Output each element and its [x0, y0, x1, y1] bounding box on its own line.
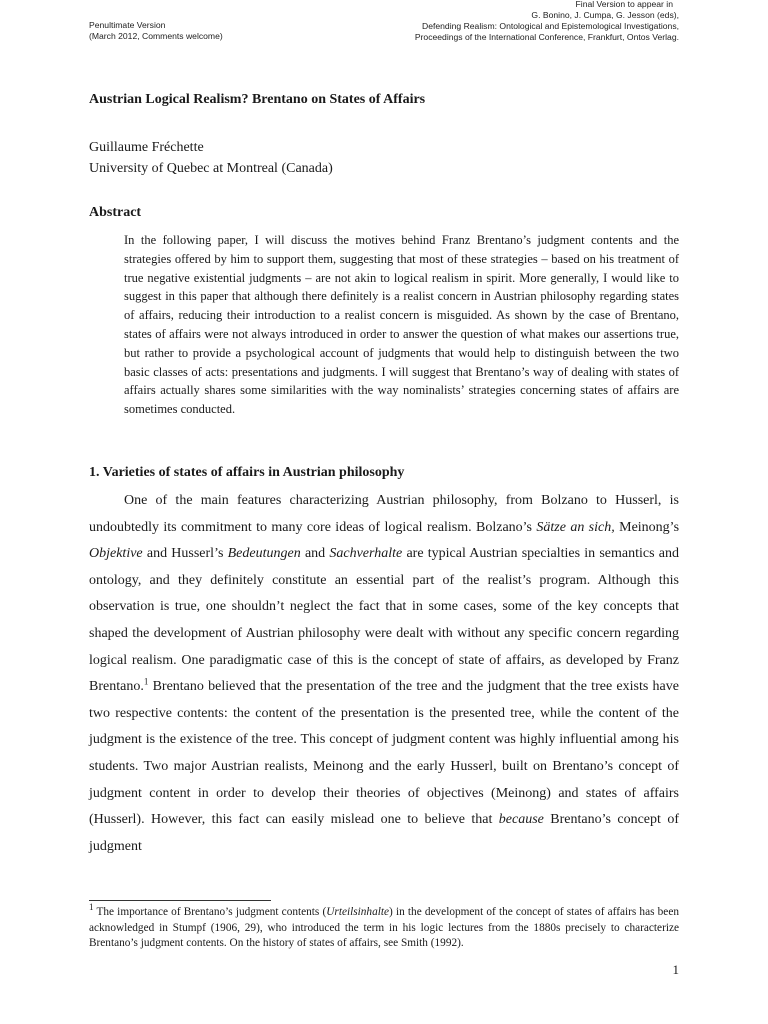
author-name: Guillaume Fréchette — [89, 140, 204, 155]
running-header-right — [415, 0, 679, 43]
header-version: Penultimate Version — [89, 20, 166, 30]
section-heading: 1. Varieties of states of affairs in Austrian philosophy — [89, 465, 405, 480]
term-objektive: Objektive — [89, 546, 143, 562]
abstract-heading: Abstract — [89, 205, 142, 220]
author-block — [89, 137, 333, 179]
author-affiliation: University of Quebec at Montreal (Canada) — [89, 161, 333, 176]
footnote: $^1$ The importance of Brentano’s judgment contents (Urteilsinhalte) in the development of the concept of states of affairs has been acknowledged in Stumpf (1906, 29), who introduced the term in his logic lectures from the 1880s precisely to characterize Brentano’s judgment contents. On the history of states of affairs, see Smith (1992). — [89, 902, 679, 949]
header-publisher: Proceedings of the International Conference, Frankfurt, Ontos Verlag. — [414, 32, 679, 42]
footnote-divider — [89, 900, 271, 901]
header-date: (March 2012, Comments welcome) — [89, 31, 223, 41]
term-urteilsinhalte: Urteilsinhalte — [326, 906, 390, 918]
emphasis-because: because — [498, 812, 544, 828]
body-text — [89, 488, 679, 860]
term-sachverhalte: Sachverhalte — [329, 546, 403, 562]
header-book-title: Defending Realism: Ontological and Epistemological Investigations, — [422, 21, 679, 31]
footnote-number: 1 — [89, 902, 94, 913]
page-number: 1 — [672, 962, 679, 977]
running-header-left — [89, 20, 223, 42]
paper-title: Austrian Logical Realism? Brentano on States of Affairs — [89, 92, 426, 107]
header-editors: G. Bonino, J. Cumpa, G. Jesson (eds), — [531, 10, 679, 20]
term-saetze: Sätze an sich, — [536, 519, 615, 535]
abstract-text: In the following paper, I will discuss the motives behind Franz Brentano’s judgment contents and the strategies offered by him to support them, suggesting that most of these strategies – based on his treatment of true negative existential judgments – are not akin to logical realism in spirit. More generally, I would like to suggest in this paper that although there definitely is a realist concern in Austrian philosophy regarding states of affairs, reducing their introduction to a realist concern is misguided. As shown by the case of Brentano, states of affairs were not always introduced in order to answer the question of what makes our assertions true, but rather to provide a psychological account of judgments that would help to distinguish between the two basic classes of acts: presentations and judgments. I will suggest that Brentano’s way of dealing with states of affairs actually shares some similarities with the way nominalists’ strategies concerning states of affairs are sometimes conducted. — [124, 233, 679, 417]
header-final-version: Final Version to appear in — [575, 0, 673, 9]
footnote-reference[interactable]: 1 — [143, 676, 149, 687]
term-bedeutungen: Bedeutungen — [227, 546, 301, 562]
body-paragraph: One of the main features characterizing Austrian philosophy, from Bolzano to Husserl, is undoubtedly its commitment to many core ideas of logical realism. Bolzano’s Sätze an sich, Meinong’s Objektive and Husserl’s Bedeutungen and Sachverhalte are typical Austrian specialties in semantics and ontology, and they definitely constitute an essential part of the realist’s program. Although this observation is true, one shouldn’t neglect the fact that in some cases, some of the key concepts that shaped the development of Austrian philosophy were dealt with without any specific concern regarding logical realism. One paradigmatic case of this is the concept of state of affairs, as developed by Franz Brentano.$^1$ Brentano believed that the presentation of the tree and the judgment that the tree exists have two respective contents: the content of the presentation is the presented tree, while the content of the judgment is the existence of the tree. This concept of judgment content was highly influential among his students. Two major Austrian realists, Meinong and the early Husserl, built on Brentano’s concept of judgment content in order to develop their theories of objectives (Meinong) and states of affairs (Husserl). However, this fact can easily mislead one to believe that because Brentano’s concept of judgment — [89, 493, 680, 854]
